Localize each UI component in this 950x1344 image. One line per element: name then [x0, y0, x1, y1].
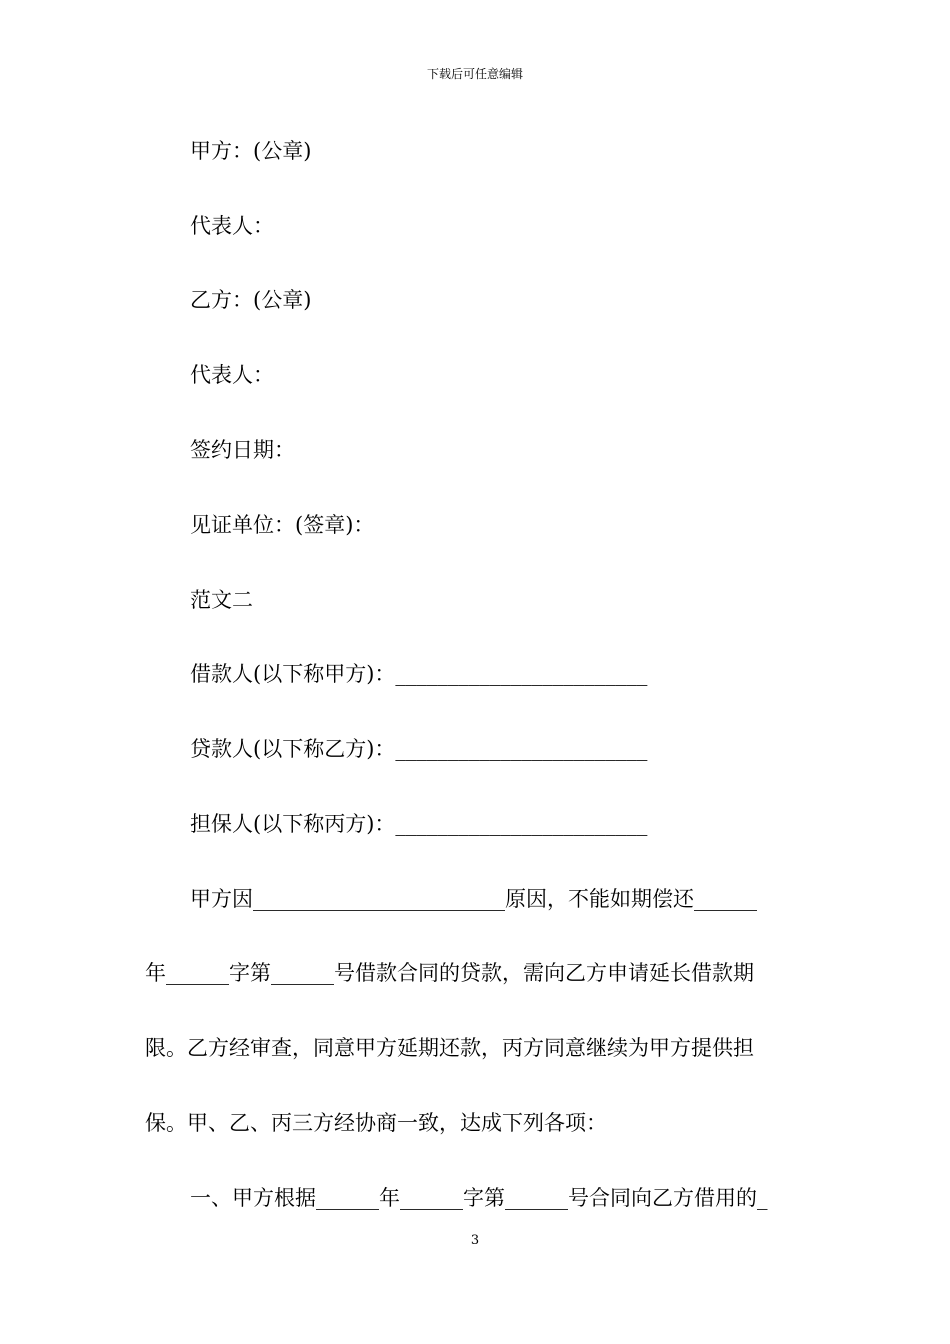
- section-title-sample-two: 范文二: [190, 588, 253, 612]
- witness-unit-line: 见证单位：(签章)：: [190, 513, 375, 537]
- guarantor-line: 担保人(以下称丙方)：________________________: [190, 812, 648, 836]
- borrower-line: 借款人(以下称甲方)：________________________: [190, 662, 648, 686]
- lender-line: 贷款人(以下称乙方)：________________________: [190, 737, 648, 761]
- paragraph-line-2: 年______字第______号借款合同的贷款，需向乙方申请延长借款期: [145, 961, 754, 985]
- signing-date-line: 签约日期：: [190, 438, 295, 462]
- paragraph-line-1: 甲方因________________________原因，不能如期偿还______: [190, 887, 757, 911]
- paragraph-line-3: 限。乙方经审查，同意甲方延期还款，丙方同意继续为甲方提供担: [145, 1036, 754, 1060]
- party-b-representative-line: 代表人：: [190, 363, 274, 387]
- party-a-representative-line: 代表人：: [190, 214, 274, 238]
- page-number: 3: [470, 1233, 480, 1248]
- page-header: 下载后可任意编辑: [426, 67, 523, 81]
- party-a-seal-line: 甲方：(公章): [190, 139, 312, 163]
- paragraph-line-4: 保。甲、乙、丙三方经协商一致，达成下列各项：: [145, 1111, 607, 1135]
- clause-one-line: 一、甲方根据______年______字第______号合同向乙方借用的_: [190, 1186, 768, 1210]
- party-b-seal-line: 乙方：(公章): [190, 288, 312, 312]
